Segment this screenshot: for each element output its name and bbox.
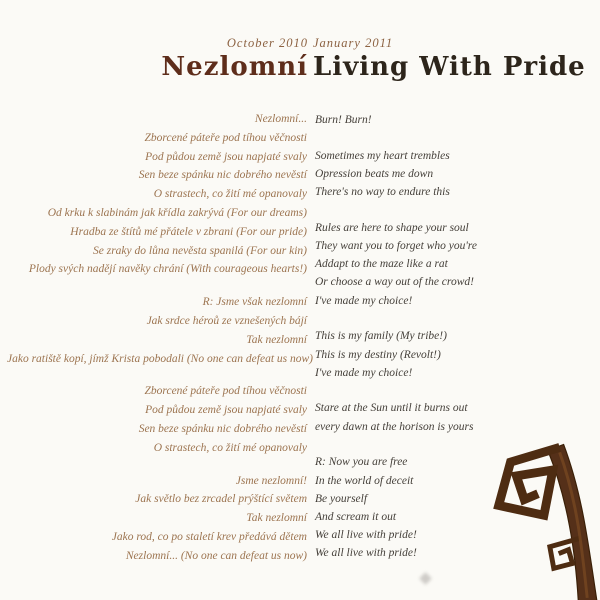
lyrics-line: There's no way to endure this: [315, 186, 450, 199]
lyrics-line: Be yourself: [315, 492, 368, 505]
lyrics-line: Tak nezlomní: [246, 512, 307, 525]
lyrics-line: Zborcené páteře pod tíhou věčnosti: [144, 131, 307, 144]
lyrics-line: Hradba ze štítů mé přátele v zbrani (For our pride): [70, 225, 307, 238]
lyrics-line: I've made my choice!: [315, 366, 413, 379]
lyrics-line: Jako rod, co po staletí krev předává dětem: [111, 530, 307, 543]
lyrics-line: Nezlomní... (No one can defeat us now): [125, 549, 307, 562]
lyrics-line: R: Now you are free: [315, 456, 408, 469]
lyrics-line: I've made my choice!: [315, 294, 413, 307]
lyrics-line: In the world of deceit: [315, 474, 414, 487]
lyrics-line: Sen beze spánku nic dobrého nevěstí: [138, 169, 307, 182]
lyrics-line: This is my family (My tribe!): [315, 330, 447, 343]
lyrics-block: [7, 293, 314, 368]
lyrics-block: [315, 111, 590, 129]
lyrics-line: This is my destiny (Revolt!): [315, 348, 441, 361]
lyrics-line: Sen beze spánku nic dobrého nevěstí: [138, 422, 307, 435]
right-song-header: [313, 36, 593, 82]
lyrics-line: Pod půdou země jsou napjaté svaly: [145, 404, 307, 417]
lyrics-line: Burn! Burn!: [315, 114, 372, 126]
lyrics-line: Nezlomní...: [254, 113, 307, 125]
left-song-title: Nezlomní: [161, 52, 308, 82]
lyrics-line: Jako ratiště kopí, jímž Krista pobodali (No one can defeat us now): [7, 352, 314, 365]
lyrics-line: Jak světlo bez zrcadel prýštící světem: [135, 493, 307, 506]
left-song-date: October 2010: [226, 36, 308, 50]
lyrics-line: Od krku k slabinám jak křídla zakrývá (For our dreams): [47, 206, 307, 219]
lyrics-block: [7, 382, 307, 457]
lyrics-line: Opression beats me down: [315, 167, 434, 180]
branch-spiral-ornament: [481, 403, 599, 600]
lyrics-line: We all live with pride!: [315, 529, 417, 542]
right-song-title: Living With Pride: [313, 52, 586, 82]
lyrics-line: Or choose a way out of the crowd!: [315, 276, 474, 289]
lyrics-line: Sometimes my heart trembles: [315, 149, 450, 162]
lyrics-line: O strastech, co žití mé opanovaly: [153, 441, 307, 454]
lyrics-line: O strastech, co žití mé opanovaly: [153, 188, 307, 201]
lyrics-block: [7, 472, 307, 566]
lyrics-line: Tak nezlomní: [246, 333, 307, 346]
lyrics-line: Zborcené páteře pod tíhou věčnosti: [144, 385, 307, 398]
lyrics-line: Pod půdou země jsou napjaté svaly: [145, 150, 307, 163]
lyrics-line: Rules are here to shape your soul: [315, 221, 469, 234]
lyrics-line: Se zraky do lůna nevěsta spanilá (For our kin): [93, 244, 307, 257]
lyrics-block: [315, 147, 590, 202]
lyrics-line: And scream it out: [315, 510, 397, 523]
left-song-header: [48, 36, 308, 82]
lyrics-block: [7, 110, 307, 279]
lyrics-block: [315, 219, 590, 310]
lyrics-line: They want you to forget who you're: [315, 240, 477, 253]
lyrics-line: Plody svých nadějí navěky chrání (With courageous hearts!): [28, 263, 307, 276]
lyrics-line: Addapt to the maze like a rat: [315, 258, 448, 271]
right-song-date: January 2011: [313, 36, 394, 50]
lyrics-line: every dawn at the horison is yours: [315, 420, 474, 433]
lyrics-block: [315, 327, 590, 382]
lyrics-line: R: Jsme však nezlomní: [202, 296, 307, 309]
left-song-lyrics: [7, 110, 314, 580]
lyrics-line: We all live with pride!: [315, 547, 417, 560]
lyrics-line: Jak srdce héroů ze vznešených bájí: [146, 314, 307, 327]
lyrics-line: Stare at the Sun until it burns out: [315, 402, 468, 415]
lyrics-line: Jsme nezlomní!: [235, 474, 307, 487]
